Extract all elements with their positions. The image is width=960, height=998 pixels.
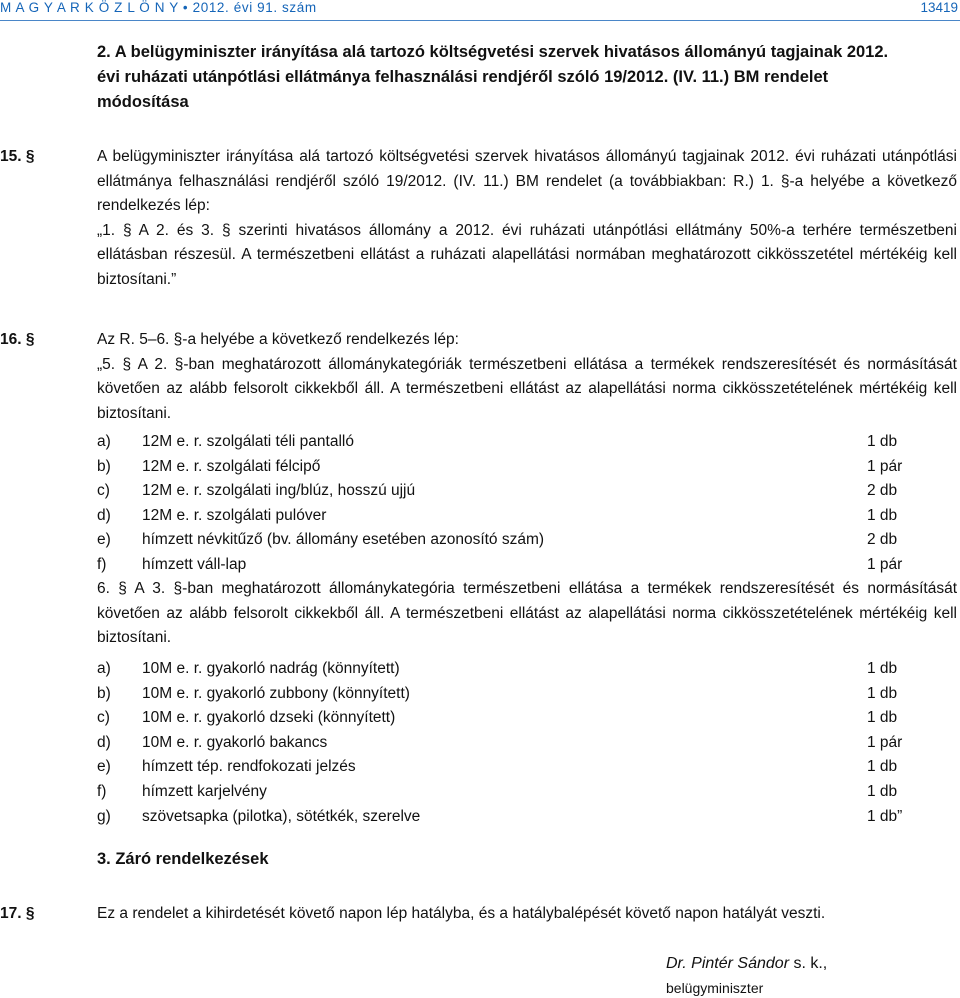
page-number: 13419	[920, 0, 958, 15]
paragraph-number: 17. §	[0, 905, 35, 922]
quoted-provision-5: „5. § A 2. §-ban meghatározott állománykategóriák természetbeni ellátása a termékek rendszeresítését és normásítását követően az alább felsorolt cikkekből áll. A természetbeni ellátást az alapellátási norma cikkösszetételének mértékéig kell biztosítani.	[97, 355, 957, 422]
section-title: 2. A belügyminiszter irányítása alá tartozó költségvetési szervek hivatásos állományú tagjainak 2012. évi ruházati utánpótlási ellátmánya felhasználási rendjéről szóló 19/2012. (IV. 11.) BM rendelet módosítása	[97, 43, 889, 111]
paragraph-text: Az R. 5–6. §-a helyébe a következő rendelkezés lép:	[97, 331, 459, 348]
journal-title: M A G Y A R K Ö Z L Ö N Y • 2012. évi 91. szám	[0, 0, 317, 15]
list-item: f) hímzett karjelvény 1 db	[97, 782, 898, 800]
quoted-provision: „1. § A 2. és 3. § szerinti hivatásos állomány a 2012. évi ruházati utánpótlási ellátmány 50%-a terhére természetbeni ellátásban részesül. A természetbeni ellátást a ruházati alapellátási normában meghatározott cikkösszetétel mértékéig kell biztosítani.”	[97, 221, 957, 288]
list-item: e) hímzett névkitűző (bv. állomány esetében azonosító szám) 2 db	[97, 531, 898, 549]
paragraph-number: 16. §	[0, 331, 35, 348]
signature	[666, 955, 827, 973]
list-item: d) 12M e. r. szolgálati pulóver 1 db	[97, 506, 898, 524]
list-item: a) 10M e. r. gyakorló nadrág (könnyített) 1 db	[97, 660, 898, 677]
item-list-5	[97, 430, 907, 578]
paragraph-15	[0, 145, 960, 292]
subsection-title: 3. Záró rendelkezések	[97, 850, 269, 868]
paragraph-text: A belügyminiszter irányítása alá tartozó költségvetési szervek hivatásos állományú tagjainak 2012. évi ruházati utánpótlási ellátmánya felhasználási rendjéről szóló 19/2012. (IV. 11.) BM rendelet (a továbbiakban: R.) 1. §-a helyébe a következő rendelkezés lép:	[97, 148, 957, 214]
provision-6	[0, 577, 960, 651]
paragraph-text: Ez a rendelet a kihirdetését követő napon lép hatályba, és a hatálybalépését követő napon hatályát veszti.	[97, 905, 826, 922]
page-header	[0, 0, 960, 26]
list-item: e) hímzett tép. rendfokozati jelzés 1 db	[97, 758, 898, 776]
header-rule	[0, 20, 960, 21]
list-item: c) 12M e. r. szolgálati ing/blúz, hosszú ujjú 2 db	[97, 482, 898, 500]
signatory-role: belügyminiszter	[666, 980, 764, 996]
paragraph-17	[0, 902, 960, 927]
signature-suffix: s. k.,	[789, 955, 828, 972]
paragraph-number: 15. §	[0, 148, 35, 165]
list-item: a) 12M e. r. szolgálati téli pantalló 1 db	[97, 433, 898, 450]
quoted-provision-6: 6. § A 3. §-ban meghatározott állománykategória természetbeni ellátása a termékek rendszeresítését és normásítását követően az alább felsorolt cikkekből áll. A természetbeni ellátást az alapellátási norma cikkösszetételének mértékéig kell biztosítani.	[97, 580, 957, 646]
item-list-6	[97, 657, 907, 829]
list-item: d) 10M e. r. gyakorló bakancs 1 pár	[97, 733, 903, 751]
list-item: c) 10M e. r. gyakorló dzseki (könnyített) 1 db	[97, 709, 898, 727]
signatory-name: Dr. Pintér Sándor	[666, 955, 790, 972]
list-item: f) hímzett váll-lap 1 pár	[97, 555, 903, 573]
paragraph-16	[0, 328, 960, 426]
list-item: b) 12M e. r. szolgálati félcipő 1 pár	[97, 457, 903, 475]
list-item: b) 10M e. r. gyakorló zubbony (könnyített) 1 db	[97, 684, 898, 702]
list-item: g) szövetsapka (pilotka), sötétkék, szerelve 1 db”	[97, 807, 903, 825]
